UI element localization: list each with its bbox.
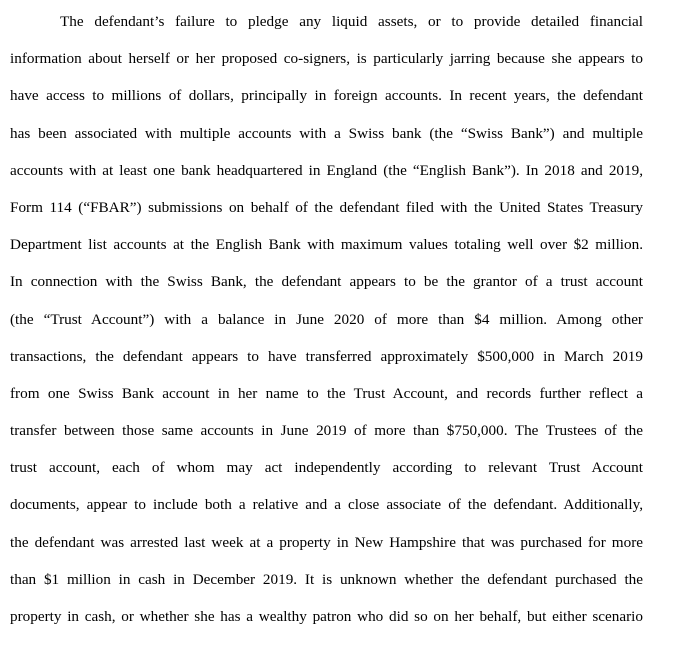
paragraph-line: Department list accounts at the English Bank with maximum values totaling well over $2 million. <box>10 236 643 254</box>
paragraph-line: (the “Trust Account”) with a balance in June 2020 of more than $4 million. Among other <box>10 310 643 328</box>
paragraph-line: transactions, the defendant appears to have transferred approximately $500,000 in March 2019 <box>10 347 643 365</box>
paragraph-line: property in cash, or whether she has a wealthy patron who did so on her behalf, but either scenario <box>10 608 643 625</box>
paragraph-line: transfer between those same accounts in June 2019 of more than $750,000. The Trustees of the <box>10 422 643 440</box>
body-paragraph <box>10 3 643 635</box>
paragraph-line: from one Swiss Bank account in her name to the Trust Account, and records further reflect a <box>10 384 643 402</box>
paragraph-line: accounts with at least one bank headquartered in England (the “English Bank”). In 2018 and 2019, <box>10 161 643 179</box>
paragraph-line: documents, appear to include both a relative and a close associate of the defendant. Additionally, <box>10 496 643 514</box>
paragraph-line: In connection with the Swiss Bank, the defendant appears to be the grantor of a trust account <box>10 273 643 291</box>
paragraph-line: The defendant’s failure to pledge any liquid assets, or to provide detailed financial <box>60 13 643 30</box>
paragraph-line: than $1 million in cash in December 2019. It is unknown whether the defendant purchased the <box>10 570 643 588</box>
paragraph-line: have access to millions of dollars, principally in foreign accounts. In recent years, the defendant <box>10 87 643 105</box>
paragraph-line: trust account, each of whom may act independently according to relevant Trust Account <box>10 459 643 477</box>
paragraph-line: Form 114 (“FBAR”) submissions on behalf of the defendant filed with the United States Treasury <box>10 198 643 216</box>
paragraph-line: information about herself or her proposed co-signers, is particularly jarring because she appears to <box>10 50 643 68</box>
paragraph-line: the defendant was arrested last week at a property in New Hampshire that was purchased for more <box>10 533 643 551</box>
paragraph-line: has been associated with multiple accounts with a Swiss bank (the “Swiss Bank”) and multiple <box>10 124 643 142</box>
